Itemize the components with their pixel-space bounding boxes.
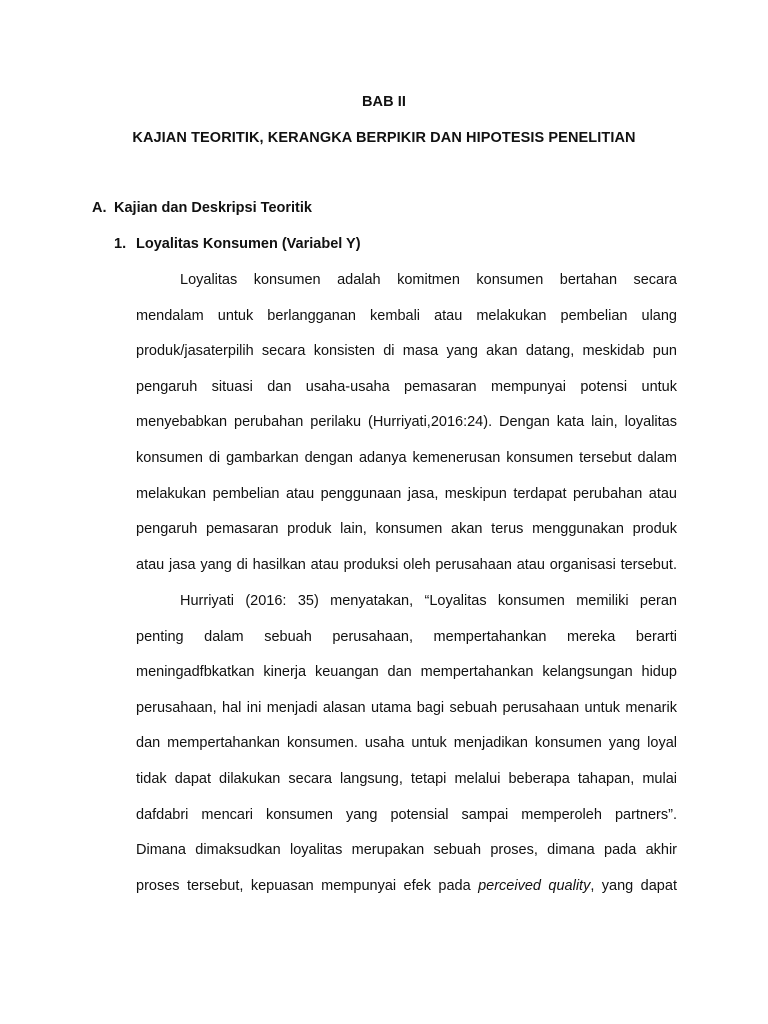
paragraph-line: Dimana dimaksudkan loyalitas merupakan sebuah proses, dimana pada akhir bbox=[136, 842, 677, 859]
paragraph-line: dan mempertahankan konsumen. usaha untuk menjadikan konsumen yang loyal bbox=[136, 735, 677, 752]
paragraph-line: konsumen di gambarkan dengan adanya kemenerusan konsumen tersebut dalam bbox=[136, 449, 677, 466]
chapter-title: KAJIAN TEORITIK, KERANGKA BERPIKIR DAN HIPOTESIS PENELITIAN bbox=[132, 130, 636, 146]
paragraph-line: perusahaan, hal ini menjadi alasan utama bagi sebuah perusahaan untuk menarik bbox=[136, 699, 677, 716]
paragraph-line: mendalam untuk berlangganan kembali atau melakukan pembelian ulang bbox=[136, 307, 677, 324]
section-heading bbox=[92, 200, 312, 216]
paragraph-line: pengaruh situasi dan usaha-usaha pemasaran mempunyai potensi untuk bbox=[136, 378, 677, 395]
paragraph-line: tidak dapat dilakukan secara langsung, tetapi melalui beberapa tahapan, mulai bbox=[136, 770, 677, 787]
paragraph-line: produk/jasaterpilih secara konsisten di masa yang akan datang, meskidab pun bbox=[136, 343, 677, 360]
section-number: A. bbox=[92, 200, 107, 216]
subsection-heading bbox=[114, 236, 361, 252]
paragraph-line-mixed bbox=[136, 869, 677, 905]
section-title: Kajian dan Deskripsi Teoritik bbox=[114, 200, 312, 216]
paragraph-line: penting dalam sebuah perusahaan, mempertahankan mereka berarti bbox=[136, 628, 677, 645]
paragraph-line: dafdabri mencari konsumen yang potensial sampai memperoleh partners”. bbox=[136, 806, 677, 823]
italic-term: perceived quality bbox=[478, 877, 591, 894]
paragraph-line: pengaruh pemasaran produk lain, konsumen akan terus menggunakan produk bbox=[136, 521, 677, 538]
subsection-number: 1. bbox=[114, 236, 127, 252]
paragraph-1 bbox=[136, 263, 677, 583]
text-segment: , yang dapat bbox=[590, 877, 677, 894]
paragraph-line: atau jasa yang di hasilkan atau produksi oleh perusahaan atau organisasi tersebut. bbox=[136, 556, 677, 573]
text-segment: proses tersebut, kepuasan mempunyai efek pada bbox=[136, 877, 479, 894]
paragraph-line: melakukan pembelian atau penggunaan jasa, meskipun terdapat perubahan atau bbox=[136, 485, 677, 502]
subsection-title: Loyalitas Konsumen (Variabel Y) bbox=[136, 236, 361, 252]
chapter-number: BAB II bbox=[361, 94, 407, 110]
paragraph-2 bbox=[136, 584, 677, 904]
paragraph-line: meningadfbkatkan kinerja keuangan dan mempertahankan kelangsungan hidup bbox=[136, 664, 677, 681]
paragraph-line: menyebabkan perubahan perilaku (Hurriyati,2016:24). Dengan kata lain, loyalitas bbox=[136, 414, 677, 431]
paragraph-line: Loyalitas konsumen adalah komitmen konsumen bertahan secara bbox=[180, 272, 677, 288]
paragraph-line: Hurriyati (2016: 35) menyatakan, “Loyalitas konsumen memiliki peran bbox=[180, 593, 677, 609]
